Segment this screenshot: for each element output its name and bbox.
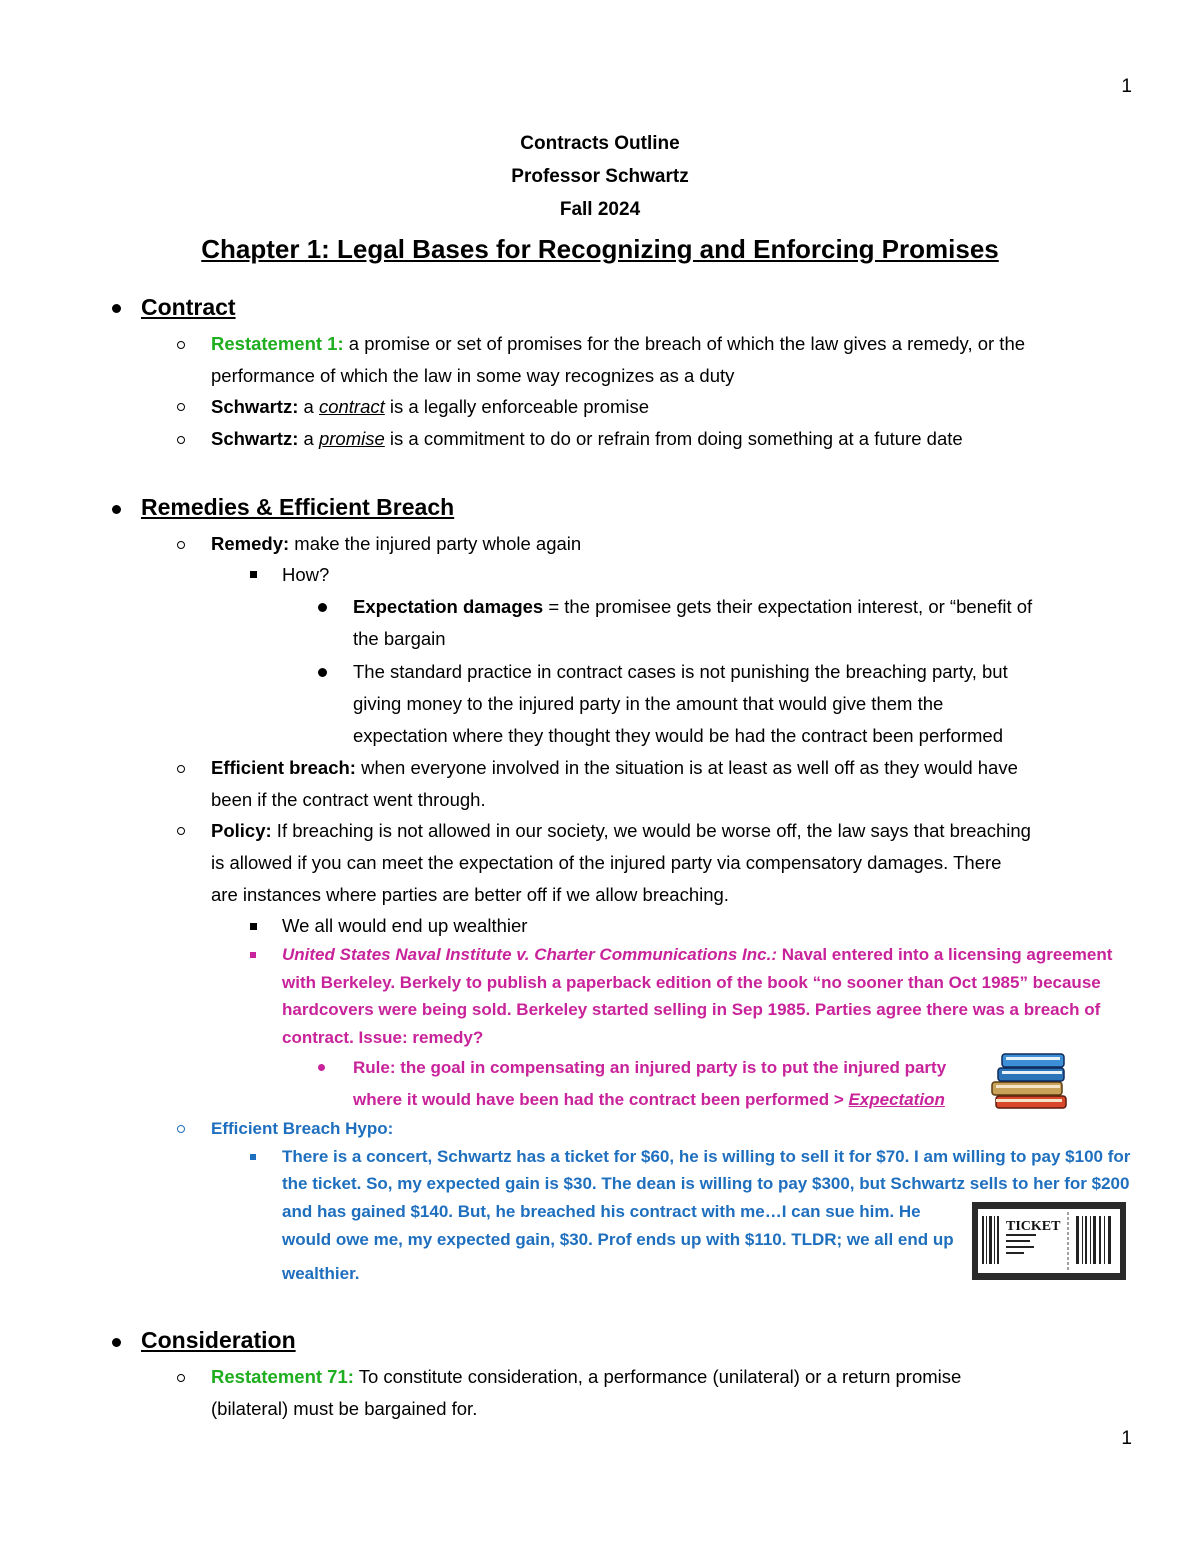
ticket-icon bbox=[972, 1202, 1126, 1280]
expectation-damages bbox=[353, 596, 1032, 618]
text: To constitute consideration, a performance (unilateral) or a return promise bbox=[353, 1366, 962, 1387]
term: Fall 2024 bbox=[559, 199, 641, 220]
restatement-1-label: Restatement 1: bbox=[211, 333, 344, 354]
standard-practice-2: giving money to the injured party in the amount that would give them the bbox=[353, 693, 944, 714]
restatement-1 bbox=[211, 333, 1025, 355]
square-bullet-icon bbox=[250, 952, 256, 958]
case-naval-4: contract. Issue: remedy? bbox=[282, 1028, 484, 1047]
page-number-top: 1 bbox=[1121, 76, 1132, 97]
ticket-text: TICKET bbox=[1006, 1219, 1061, 1234]
rule-1: Rule: the goal in compensating an injured party is to put the injured party bbox=[353, 1058, 947, 1077]
expectation-label: Expectation damages bbox=[353, 596, 544, 617]
page-number-bottom: 1 bbox=[1121, 1428, 1132, 1449]
how-item: How? bbox=[282, 564, 330, 585]
case-naval-3: hardcovers were being sold. Berkeley started selling in Sep 1985. Parties agree there was a breach of bbox=[282, 1000, 1101, 1019]
section-heading-consideration: Consideration bbox=[141, 1327, 296, 1353]
bullet-icon bbox=[318, 668, 327, 677]
circle-bullet-icon bbox=[177, 541, 185, 549]
policy-3: are instances where parties are better off if we allow breaching. bbox=[211, 884, 729, 905]
remedy-label: Remedy: bbox=[211, 533, 290, 554]
efficient-breach-label: Efficient breach: bbox=[211, 757, 356, 778]
expectation-damages-cont: the bargain bbox=[353, 628, 446, 649]
efficient-breach-cont: been if the contract went through. bbox=[211, 789, 486, 810]
text: If breaching is not allowed in our society, we would be worse off, the law says that breaching bbox=[271, 820, 1031, 841]
bullet-icon bbox=[112, 505, 121, 514]
schwartz-label: Schwartz: bbox=[211, 396, 299, 417]
bullet-icon bbox=[112, 304, 121, 313]
restatement-71-cont: (bilateral) must be bargained for. bbox=[211, 1398, 478, 1419]
bullet-icon bbox=[318, 603, 327, 612]
policy-2: is allowed if you can meet the expectation of the injured party via compensatory damages. There bbox=[211, 852, 1002, 873]
square-bullet-icon bbox=[250, 571, 257, 578]
circle-bullet-icon bbox=[177, 827, 185, 835]
circle-bullet-icon bbox=[177, 436, 185, 444]
policy-label: Policy: bbox=[211, 820, 272, 841]
efficient-breach-def bbox=[211, 757, 1018, 779]
chapter-title: Chapter 1: Legal Bases for Recognizing and Enforcing Promises bbox=[201, 234, 999, 264]
case-name: United States Naval Institute v. Charter Communications Inc.: bbox=[282, 945, 777, 964]
circle-bullet-icon bbox=[177, 1125, 185, 1133]
policy-1 bbox=[211, 820, 1031, 842]
wealthier-item: We all would end up wealthier bbox=[282, 915, 528, 936]
circle-bullet-icon bbox=[177, 403, 185, 411]
schwartz-promise-def bbox=[211, 428, 963, 450]
standard-practice-3: expectation where they thought they would be had the contract been performed bbox=[353, 725, 1003, 746]
bullet-icon bbox=[318, 1064, 325, 1071]
section-heading-contract: Contract bbox=[141, 294, 236, 320]
text: make the injured party whole again bbox=[289, 533, 582, 554]
square-bullet-icon bbox=[250, 923, 257, 930]
term-contract: contract bbox=[318, 396, 385, 417]
text: = the promisee gets their expectation interest, or “benefit of bbox=[543, 596, 1033, 617]
rule-2 bbox=[353, 1089, 945, 1111]
term-promise: promise bbox=[318, 428, 385, 449]
text: where it would have been had the contract been performed > bbox=[353, 1090, 849, 1109]
hypo-label: Efficient Breach Hypo: bbox=[211, 1119, 394, 1138]
bullet-icon bbox=[112, 1338, 121, 1347]
hypo-5: wealthier. bbox=[282, 1264, 360, 1283]
square-bullet-icon bbox=[250, 1154, 256, 1160]
circle-bullet-icon bbox=[177, 341, 185, 349]
restatement-71-label: Restatement 71: bbox=[211, 1366, 354, 1387]
text: is a commitment to do or refrain from doing something at a future date bbox=[384, 428, 963, 449]
text: a bbox=[298, 396, 319, 417]
case-naval-2: with Berkeley. Berkely to publish a paperback edition of the book “no sooner than Oct 1985” because bbox=[282, 973, 1101, 992]
hypo-4: would owe me, my expected gain, $30. Prof ends up with $110. TLDR; we all end up bbox=[282, 1230, 954, 1249]
circle-bullet-icon bbox=[177, 1374, 185, 1382]
text: is a legally enforceable promise bbox=[384, 396, 650, 417]
document-title: Contracts Outline bbox=[520, 133, 680, 154]
professor-name: Professor Schwartz bbox=[511, 166, 689, 187]
restatement-1-cont: performance of which the law in some way recognizes as a duty bbox=[211, 365, 735, 386]
term-expectation: Expectation bbox=[848, 1090, 945, 1109]
books-icon bbox=[990, 1050, 1072, 1112]
restatement-1-text: a promise or set of promises for the breach of which the law gives a remedy, or the bbox=[343, 333, 1026, 354]
case-naval-1 bbox=[282, 944, 1112, 966]
standard-practice-1: The standard practice in contract cases is not punishing the breaching party, but bbox=[353, 661, 1008, 682]
remedy-def bbox=[211, 533, 581, 555]
hypo-2: the ticket. So, my expected gain is $30. The dean is willing to pay $300, but Schwartz sells to her for $200 bbox=[282, 1174, 1130, 1193]
circle-bullet-icon bbox=[177, 765, 185, 773]
text: Naval entered into a licensing agreement bbox=[777, 945, 1113, 964]
section-heading-remedies: Remedies & Efficient Breach bbox=[141, 494, 455, 520]
text: when everyone involved in the situation is at least as well off as they would have bbox=[355, 757, 1018, 778]
text: a bbox=[298, 428, 319, 449]
restatement-71 bbox=[211, 1366, 961, 1388]
hypo-1: There is a concert, Schwartz has a ticket for $60, he is willing to sell it for $70. I am willing to pay $100 for bbox=[282, 1147, 1131, 1166]
schwartz-contract-def bbox=[211, 396, 649, 418]
schwartz-label: Schwartz: bbox=[211, 428, 299, 449]
hypo-3: and has gained $140. But, he breached his contract with me…I can sue him. He bbox=[282, 1202, 921, 1221]
